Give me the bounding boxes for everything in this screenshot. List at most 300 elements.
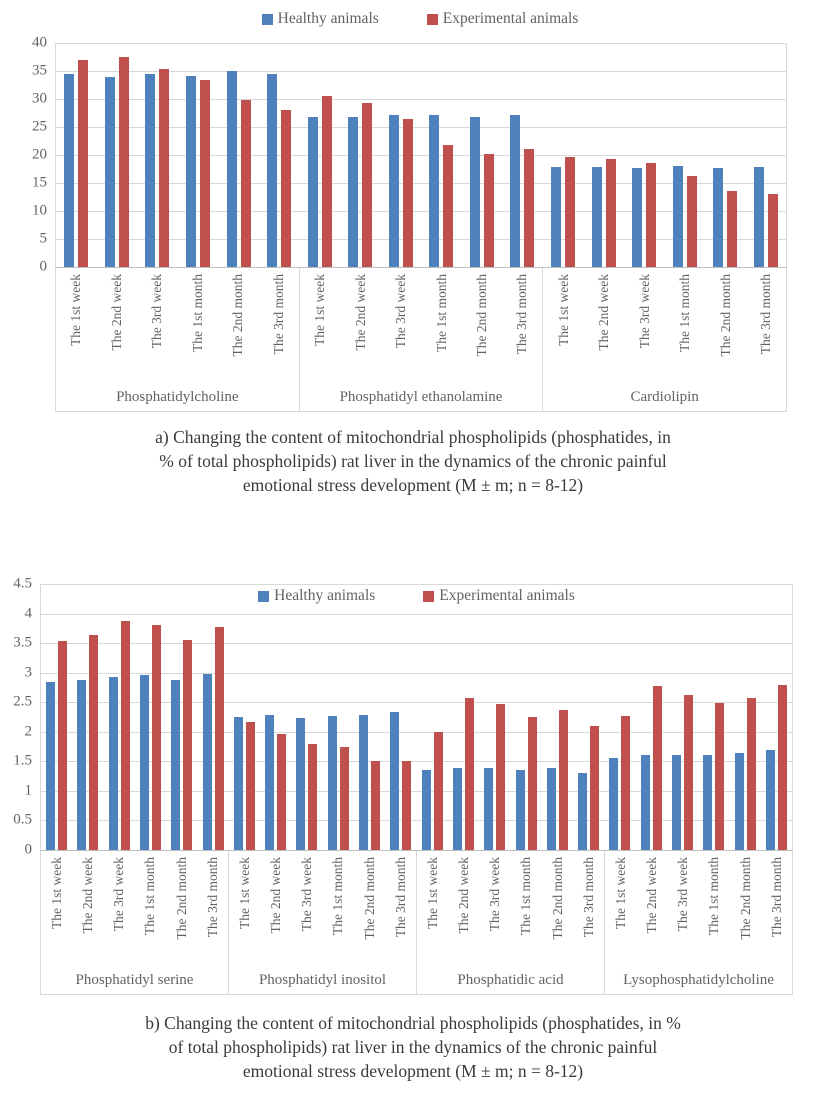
time-label-cell xyxy=(417,851,448,968)
time-labels-row xyxy=(229,851,416,968)
time-label-cell xyxy=(761,851,792,968)
y-tick-label: 5 xyxy=(39,230,47,247)
bar-pair xyxy=(547,584,568,850)
bar-pair xyxy=(186,43,210,267)
plot-area-a xyxy=(32,34,787,275)
time-label-cell xyxy=(665,268,705,385)
time-label: The 3rd month xyxy=(270,274,286,355)
bar-healthy xyxy=(171,680,180,850)
bar-pair-cell xyxy=(510,584,541,850)
bar-pair-cell xyxy=(97,43,138,267)
time-label-cell xyxy=(96,268,136,385)
bar-healthy xyxy=(484,768,493,850)
time-label-cell xyxy=(584,268,624,385)
bar-pair xyxy=(713,43,737,267)
x-category-section xyxy=(416,851,604,994)
bar-experimental xyxy=(653,686,662,850)
bar-experimental xyxy=(565,157,575,267)
legend-item-healthy xyxy=(258,587,375,605)
category-group xyxy=(604,584,792,850)
bar-experimental xyxy=(241,100,251,267)
time-label-cell xyxy=(354,851,385,968)
bar-experimental xyxy=(684,695,693,850)
bar-pair-cell xyxy=(197,584,228,850)
category-label: Phosphatidyl serine xyxy=(75,972,194,988)
bar-pair xyxy=(510,43,534,267)
bar-experimental xyxy=(403,119,413,267)
legend-item-healthy xyxy=(262,10,379,28)
y-tick-label: 0 xyxy=(24,841,32,858)
bar-experimental xyxy=(78,60,88,267)
category-group xyxy=(299,43,542,267)
bar-pair xyxy=(429,43,453,267)
bar-pair-cell xyxy=(462,43,503,267)
bar-healthy xyxy=(703,755,712,850)
bar-pair xyxy=(551,43,575,267)
time-label: The 1st month xyxy=(189,274,205,352)
y-tick-label: 2 xyxy=(24,723,32,740)
bar-experimental xyxy=(322,96,332,267)
bar-pair xyxy=(140,584,161,850)
caption-a xyxy=(48,425,778,497)
bar-experimental xyxy=(121,621,130,850)
time-label: The 1st month xyxy=(433,274,449,352)
bar-experimental xyxy=(465,698,474,850)
time-labels-row xyxy=(605,851,792,968)
bar-pair xyxy=(46,584,67,850)
bar-experimental xyxy=(621,716,630,850)
bar-healthy xyxy=(453,768,462,850)
bar-pair xyxy=(672,584,693,850)
x-category-section xyxy=(542,268,786,411)
bar-pair xyxy=(359,584,380,850)
y-tick-label: 40 xyxy=(32,34,47,51)
bar-pair-cell xyxy=(259,43,300,267)
time-label: The 2nd week xyxy=(352,274,368,351)
bar-pair xyxy=(203,584,224,850)
time-label-cell xyxy=(636,851,667,968)
bar-pair xyxy=(234,584,255,850)
time-label: The 1st month xyxy=(706,857,722,935)
bar-healthy xyxy=(470,117,480,267)
bar-healthy xyxy=(754,167,764,267)
bar-pair xyxy=(609,584,630,850)
bar-pair-cell xyxy=(385,584,416,850)
bar-pair-cell xyxy=(729,584,760,850)
bar-experimental xyxy=(727,191,737,267)
bar-experimental xyxy=(687,176,697,267)
time-label: The 1st month xyxy=(677,274,693,352)
bar-pair-cell xyxy=(667,584,698,850)
time-label: The 2nd month xyxy=(230,274,246,357)
time-label: The 3rd month xyxy=(768,857,784,938)
bar-healthy xyxy=(46,682,55,850)
bar-pair-cell xyxy=(448,584,479,850)
y-tick-label: 25 xyxy=(32,118,47,135)
bar-chart-b xyxy=(13,575,793,995)
time-label-cell xyxy=(730,851,761,968)
x-axis-band-b xyxy=(40,851,793,995)
category-group xyxy=(56,43,299,267)
bar-pair xyxy=(227,43,251,267)
caption-line: b) Changing the content of mitochondrial phospholipids (phosphatides, in % xyxy=(145,1013,681,1033)
bar-pair xyxy=(703,584,724,850)
bar-experimental xyxy=(119,57,129,267)
bar-healthy xyxy=(77,680,86,850)
bar-pair-cell xyxy=(291,584,322,850)
plot-area-b xyxy=(13,575,793,858)
category-label: Cardiolipin xyxy=(630,389,699,405)
legend-b xyxy=(40,587,793,605)
bar-groups xyxy=(41,584,792,850)
caption-b xyxy=(48,1011,778,1083)
bar-healthy xyxy=(578,773,587,850)
time-label-cell xyxy=(103,851,134,968)
bar-pair-cell xyxy=(698,584,729,850)
time-labels-row xyxy=(41,851,228,968)
bar-experimental xyxy=(362,103,372,267)
time-labels-row xyxy=(543,268,786,385)
bar-healthy xyxy=(140,675,149,850)
time-label: The 3rd month xyxy=(514,274,530,355)
bar-pair-cell xyxy=(41,584,72,850)
bar-experimental xyxy=(747,698,756,851)
bar-pair xyxy=(265,584,286,850)
bar-experimental xyxy=(277,734,286,850)
bar-pair xyxy=(109,584,130,850)
bar-pair-cell xyxy=(229,584,260,850)
bar-healthy xyxy=(389,115,399,267)
bar-experimental xyxy=(152,625,161,850)
bar-experimental xyxy=(215,627,224,850)
category-label: Phosphatidic acid xyxy=(457,972,564,988)
category-group xyxy=(229,584,417,850)
time-label-cell xyxy=(502,268,542,385)
category-group xyxy=(417,584,605,850)
time-label: The 1st week xyxy=(68,274,84,346)
bar-experimental xyxy=(434,732,443,850)
time-label: The 2nd month xyxy=(173,857,189,940)
bar-pair-cell xyxy=(705,43,746,267)
time-label-cell xyxy=(381,268,421,385)
category-group xyxy=(41,584,229,850)
healthy-swatch-icon xyxy=(258,591,269,602)
bar-experimental xyxy=(778,685,787,850)
bar-healthy xyxy=(516,770,525,850)
x-category-section xyxy=(228,851,416,994)
time-label: The 2nd week xyxy=(80,857,95,934)
bar-pair xyxy=(390,584,411,850)
time-label: The 2nd month xyxy=(549,857,565,940)
bar-healthy xyxy=(265,715,274,850)
bar-experimental xyxy=(402,761,411,850)
time-labels-row xyxy=(417,851,604,968)
category-group xyxy=(543,43,786,267)
y-tick-label: 1.5 xyxy=(13,752,32,769)
legend-a xyxy=(55,10,785,28)
y-tick-label: 0 xyxy=(39,258,47,275)
time-label: The 1st month xyxy=(142,857,158,935)
bar-healthy xyxy=(547,768,556,850)
bar-pair xyxy=(578,584,599,850)
bar-experimental xyxy=(371,761,380,850)
bar-healthy xyxy=(673,166,683,267)
time-label: The 3rd week xyxy=(636,274,652,349)
experimental-swatch-icon xyxy=(427,14,438,25)
legend-item-experimental xyxy=(423,587,575,605)
bar-pair-cell xyxy=(299,43,340,267)
bar-pair xyxy=(735,584,756,850)
time-label: The 1st week xyxy=(424,857,440,929)
bar-healthy xyxy=(109,677,118,850)
bar-healthy xyxy=(551,167,561,267)
y-tick-label: 0.5 xyxy=(13,811,32,828)
time-label-cell xyxy=(746,268,786,385)
bar-healthy xyxy=(328,716,337,850)
time-label: The 2nd week xyxy=(644,857,659,934)
time-label: The 1st month xyxy=(518,857,534,935)
bar-pair xyxy=(389,43,413,267)
time-label-cell xyxy=(421,268,461,385)
bar-healthy xyxy=(672,755,681,850)
bar-healthy xyxy=(105,77,115,267)
x-axis-band-a xyxy=(55,268,787,412)
bar-experimental xyxy=(715,703,724,850)
legend-label-healthy: Healthy animals xyxy=(274,587,376,604)
bar-pair-cell xyxy=(72,584,103,850)
time-label-cell xyxy=(229,851,260,968)
bar-pair-cell xyxy=(421,43,462,267)
y-tick-label: 4.5 xyxy=(13,575,32,592)
time-label-cell xyxy=(72,851,103,968)
bar-healthy xyxy=(429,115,439,267)
time-label-cell xyxy=(543,268,583,385)
bar-pair-cell xyxy=(135,584,166,850)
y-tick-label: 2.5 xyxy=(13,693,32,710)
time-label-cell xyxy=(479,851,510,968)
caption-line: of total phospholipids) rat liver in the dynamics of the chronic painful xyxy=(168,1037,658,1057)
time-label-cell xyxy=(624,268,664,385)
bar-experimental xyxy=(183,640,192,850)
time-label-cell xyxy=(135,851,166,968)
bar-experimental xyxy=(443,145,453,267)
time-label-cell xyxy=(166,851,197,968)
category-label: Phosphatidyl inositol xyxy=(258,972,387,988)
category-label: Lysophosphatidylcholine xyxy=(623,972,774,988)
x-category-section xyxy=(299,268,543,411)
time-label-cell xyxy=(461,268,501,385)
bar-experimental xyxy=(200,80,210,267)
bar-pair-cell xyxy=(137,43,178,267)
bar-experimental xyxy=(496,704,505,850)
time-label-cell xyxy=(385,851,416,968)
time-label-cell xyxy=(542,851,573,968)
bar-pair xyxy=(145,43,169,267)
bar-healthy xyxy=(203,674,212,850)
bar-pair-cell xyxy=(354,584,385,850)
time-label: The 1st week xyxy=(236,857,252,929)
y-tick-label: 35 xyxy=(32,62,47,79)
bar-experimental xyxy=(159,69,169,267)
y-tick-label: 20 xyxy=(32,146,47,163)
time-label: The 2nd month xyxy=(361,857,377,940)
bar-pair xyxy=(673,43,697,267)
legend-label-healthy: Healthy animals xyxy=(277,10,379,27)
bar-healthy xyxy=(234,717,243,850)
bar-healthy xyxy=(609,758,618,850)
bar-pair xyxy=(754,43,778,267)
time-label-cell xyxy=(56,268,96,385)
bar-pair-cell xyxy=(583,43,624,267)
y-tick-label: 30 xyxy=(32,90,47,107)
bar-healthy xyxy=(422,770,431,850)
time-label: The 3rd week xyxy=(111,857,127,932)
bar-pair-cell xyxy=(604,584,635,850)
bar-experimental xyxy=(606,159,616,267)
bar-healthy xyxy=(632,168,642,267)
time-label: The 3rd week xyxy=(299,857,315,932)
bar-pair xyxy=(422,584,443,850)
bar-experimental xyxy=(646,163,656,267)
bar-pair-cell xyxy=(417,584,448,850)
x-category-section xyxy=(56,268,299,411)
experimental-swatch-icon xyxy=(423,591,434,602)
bar-experimental xyxy=(246,722,255,850)
time-label-cell xyxy=(177,268,217,385)
bar-pair-cell xyxy=(178,43,219,267)
time-label-cell xyxy=(573,851,604,968)
bar-healthy xyxy=(390,712,399,850)
y-tick-label: 15 xyxy=(32,174,47,191)
bar-experimental xyxy=(340,747,349,850)
bar-groups xyxy=(56,43,786,267)
bar-pair xyxy=(641,584,662,850)
bar-chart-a xyxy=(32,34,787,412)
bar-pair-cell xyxy=(260,584,291,850)
category-label: Phosphatidylcholine xyxy=(116,389,239,405)
time-label: The 1st week xyxy=(312,274,328,346)
legend-label-experimental: Experimental animals xyxy=(442,10,579,27)
x-category-section xyxy=(41,851,228,994)
bar-pair-cell xyxy=(664,43,705,267)
bar-pair-cell xyxy=(745,43,786,267)
bar-experimental xyxy=(524,149,534,267)
bar-experimental xyxy=(768,194,778,267)
bar-healthy xyxy=(267,74,277,267)
y-tick-label: 10 xyxy=(32,202,47,219)
caption-line: emotional stress development (M ± m; n = 8-12) xyxy=(242,1061,584,1081)
time-labels-row xyxy=(300,268,543,385)
time-label: The 2nd week xyxy=(108,274,124,351)
time-label: The 3rd month xyxy=(580,857,596,938)
y-tick-label: 4 xyxy=(24,605,32,622)
time-label-cell xyxy=(218,268,258,385)
bar-pair xyxy=(632,43,656,267)
time-label: The 1st week xyxy=(612,857,628,929)
bar-pair xyxy=(516,584,537,850)
bar-pair xyxy=(453,584,474,850)
bar-healthy xyxy=(735,753,744,850)
time-label-cell xyxy=(699,851,730,968)
x-category-section xyxy=(604,851,792,994)
time-label-cell xyxy=(197,851,228,968)
time-label: The 3rd month xyxy=(392,857,408,938)
y-tick-label: 3 xyxy=(24,664,32,681)
bar-pair-cell xyxy=(542,584,573,850)
time-label: The 1st week xyxy=(555,274,571,346)
bar-pair xyxy=(484,584,505,850)
time-label: The 3rd month xyxy=(204,857,220,938)
time-label: The 2nd month xyxy=(737,857,753,940)
caption-line: a) Changing the content of mitochondrial phospholipids (phosphatides, in xyxy=(155,427,671,447)
time-label: The 2nd week xyxy=(596,274,612,351)
bar-healthy xyxy=(145,74,155,267)
bar-pair-cell xyxy=(624,43,665,267)
bar-pair-cell xyxy=(479,584,510,850)
bar-healthy xyxy=(308,117,318,267)
time-label: The 3rd month xyxy=(758,274,774,355)
bar-healthy xyxy=(592,167,602,267)
bar-pair xyxy=(296,584,317,850)
bar-pair-cell xyxy=(166,584,197,850)
bar-pair xyxy=(77,584,98,850)
legend-item-experimental xyxy=(427,10,579,28)
bar-pair xyxy=(64,43,88,267)
bar-experimental xyxy=(590,726,599,850)
bar-healthy xyxy=(359,715,368,850)
bar-pair-cell xyxy=(218,43,259,267)
time-label: The 3rd week xyxy=(393,274,409,349)
time-label-cell xyxy=(511,851,542,968)
bar-experimental xyxy=(528,717,537,850)
time-label-cell xyxy=(300,268,340,385)
bar-pair-cell xyxy=(56,43,97,267)
bar-healthy xyxy=(510,115,520,267)
bar-pair-cell xyxy=(323,584,354,850)
bar-pair xyxy=(171,584,192,850)
bar-experimental xyxy=(484,154,494,267)
time-label-cell xyxy=(41,851,72,968)
time-label: The 2nd month xyxy=(717,274,733,357)
caption-line: emotional stress development (M ± m; n = 8-12) xyxy=(242,475,584,495)
time-labels-row xyxy=(56,268,299,385)
y-tick-label: 3.5 xyxy=(13,634,32,651)
bar-pair-cell xyxy=(340,43,381,267)
bar-healthy xyxy=(64,74,74,267)
time-label-cell xyxy=(137,268,177,385)
bar-healthy xyxy=(186,76,196,267)
bar-pair xyxy=(328,584,349,850)
time-label-cell xyxy=(291,851,322,968)
bar-healthy xyxy=(713,168,723,267)
y-tick-label: 1 xyxy=(24,782,32,799)
time-label: The 1st week xyxy=(48,857,64,929)
bar-pair xyxy=(470,43,494,267)
time-label: The 3rd week xyxy=(487,857,503,932)
time-label: The 2nd week xyxy=(268,857,283,934)
time-label-cell xyxy=(340,268,380,385)
bar-experimental xyxy=(89,635,98,850)
bar-pair xyxy=(308,43,332,267)
time-label: The 2nd month xyxy=(473,274,489,357)
bar-healthy xyxy=(766,750,775,850)
time-label-cell xyxy=(258,268,298,385)
legend-label-experimental: Experimental animals xyxy=(439,587,575,604)
caption-line: % of total phospholipids) rat liver in the dynamics of the chronic painful xyxy=(159,451,667,471)
bar-pair-cell xyxy=(104,584,135,850)
time-label-cell xyxy=(260,851,291,968)
time-label: The 2nd week xyxy=(456,857,471,934)
